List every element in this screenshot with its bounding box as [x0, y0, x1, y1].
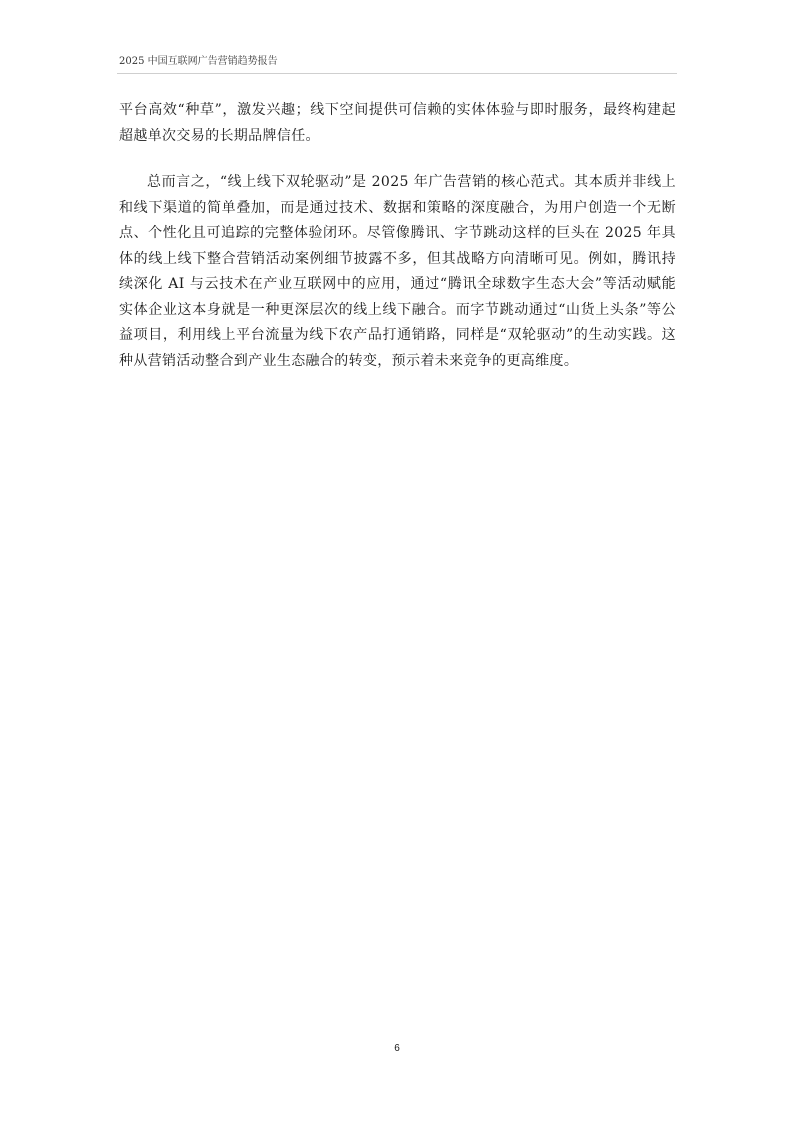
- paragraph: 平台高效“种草”，激发兴趣；线下空间提供可信赖的实体体验与即时服务，最终构建起超越单次交易的长期品牌信任。: [119, 102, 676, 144]
- page-number: 6: [394, 1043, 400, 1054]
- main-text: [119, 98, 676, 374]
- paragraph: 总而言之，“线上线下双轮驱动”是 2025 年广告营销的核心范式。其本质并非线上和线下渠道的简单叠加，而是通过技术、数据和策略的深度融合，为用户创造一个无断点、个性化且可追踪的完整体验闭环。尽管像腾讯、字节跳动这样的巨头在 2025 年具体的线上线下整合营销活动案例细节披露不多，但其战略方向清晰可见。例如，腾讯持续深化 AI 与云技术在产业互联网中的应用，通过“腾讯全球数字生态大会”等活动赋能实体企业这本身就是一种更深层次的线上线下融合。而字节跳动通过“山货上头条”等公益项目，利用线上平台流量为线下农产品打通销路，同样是“双轮驱动”的生动实践。这种从营销活动整合到产业生态融合的转变，预示着未来竞争的更高维度。: [119, 174, 676, 369]
- header-divider: [117, 73, 677, 74]
- running-header: 2025 中国互联网广告营销趋势报告: [119, 56, 278, 67]
